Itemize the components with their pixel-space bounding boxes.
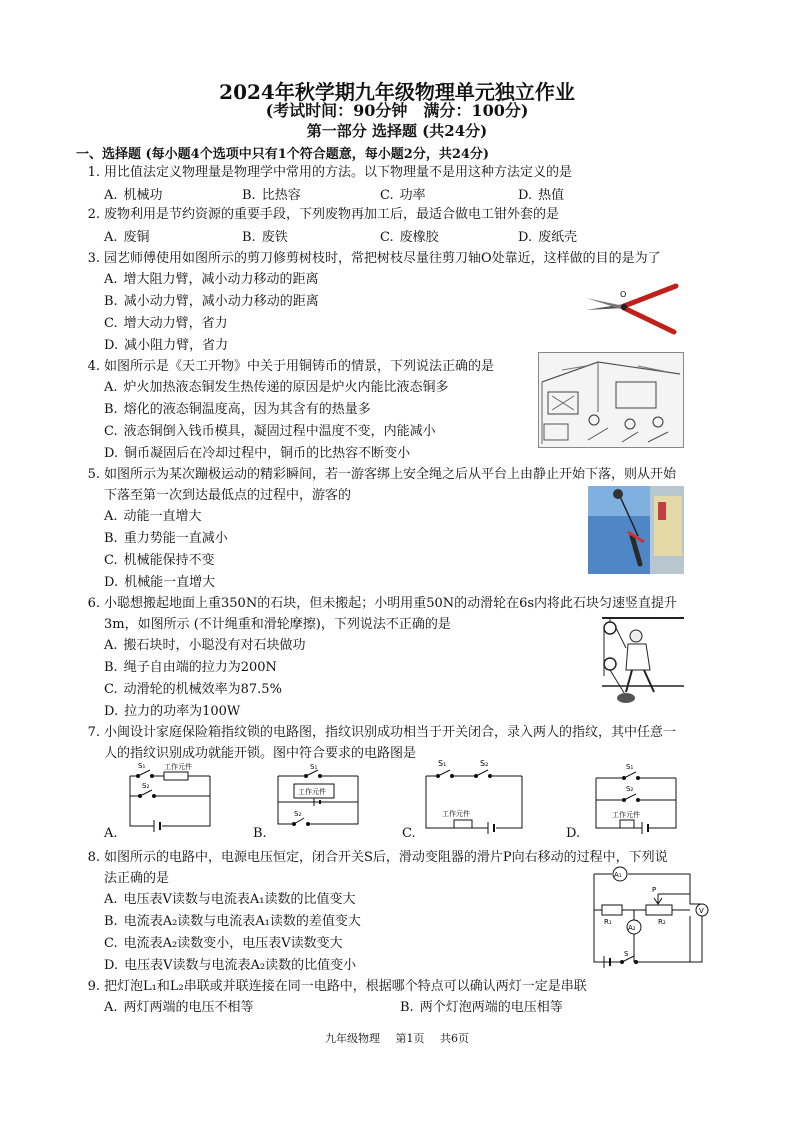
option-text: 功率 (399, 188, 426, 203)
section-heading: 一、选择题 (每小题4个选项中只有1个符合题意，每小题2分，共24分) (76, 147, 490, 162)
option-text: 减小阻力臂，省力 (124, 338, 229, 353)
option-label: D. (566, 826, 581, 841)
option (104, 636, 306, 656)
option (104, 507, 202, 527)
option-text: 机械功 (123, 188, 163, 203)
circuit-a-figure (124, 760, 216, 832)
question-text: 下落至第一次到达最低点的过程中，游客的 (104, 488, 352, 503)
option (104, 934, 343, 954)
footer-subject: 九年级物理 (325, 1032, 380, 1045)
option (402, 824, 422, 844)
option (253, 824, 273, 844)
switch-label: S₂ (294, 810, 302, 818)
option (380, 186, 426, 206)
option (104, 956, 356, 976)
coin-casting-figure (538, 352, 684, 448)
option-text: 电流表A₂读数变小，电压表V读数变大 (123, 936, 343, 951)
option (104, 824, 124, 844)
question-text: 把灯泡L₁和L₂串联或并联连接在同一电路中，根据哪个特点可以确认两灯一定是串联 (104, 979, 587, 994)
option-label: A. (104, 230, 118, 245)
option (104, 890, 356, 910)
question-number: 8. (87, 850, 100, 865)
option-label: A. (104, 272, 118, 287)
question-number: 3. (87, 251, 100, 266)
circuit-b-figure (272, 762, 364, 832)
work-element-label: 工作元件 (442, 810, 470, 818)
option-text: 拉力的功率为100W (124, 704, 241, 719)
work-element-label: 工作元件 (164, 763, 192, 771)
option (104, 336, 228, 356)
switch-label: S (624, 950, 629, 958)
option-label: A. (104, 892, 118, 907)
switch-label: S₁ (626, 763, 634, 771)
exam-title: 2024年秋学期九年级物理单元独立作业 (219, 80, 575, 104)
option-text: 动滑轮的机械效率为87.5% (123, 682, 282, 697)
question-text: 如图所示是《天工开物》中关于用铜铸币的情景，下列说法正确的是 (104, 359, 495, 374)
footer-total: 共6页 (440, 1032, 469, 1045)
slider-label: P (652, 886, 657, 894)
option-label: A. (104, 638, 118, 653)
option-label: B. (400, 1000, 414, 1015)
option (566, 824, 586, 844)
option (104, 228, 150, 248)
option-label: C. (380, 188, 394, 203)
option (400, 998, 563, 1018)
option-text: 减小动力臂，减小动力移动的距离 (123, 294, 319, 309)
option (104, 998, 254, 1018)
option-text: 比热容 (261, 188, 301, 203)
option-label: B. (253, 826, 267, 841)
option-label: B. (104, 402, 118, 417)
option (104, 270, 319, 290)
option-label: D. (104, 958, 119, 973)
option-label: C. (104, 936, 118, 951)
option-label: C. (402, 826, 416, 841)
option (104, 292, 319, 312)
option-text: 增大阻力臂，减小动力移动的距离 (123, 272, 319, 287)
option-text: 两个灯泡两端的电压相等 (419, 1000, 563, 1015)
option-label: B. (104, 660, 118, 675)
circuit-q8-figure (586, 864, 710, 968)
option-text: 两灯两端的电压不相等 (123, 1000, 254, 1015)
work-element-label: 工作元件 (298, 788, 326, 796)
option (242, 186, 301, 206)
option-text: 动能一直增大 (123, 509, 202, 524)
pivot-label: O (620, 290, 627, 299)
option-text: 电压表V读数与电流表A₂读数的比值变小 (124, 958, 357, 973)
option (380, 228, 439, 248)
question-text: 用比值法定义物理量是物理学中常用的方法。以下物理量不是用这种方法定义的是 (104, 165, 573, 180)
question-text: 园艺师傅使用如图所示的剪刀修剪树枝时，常把树枝尽量往剪刀轴O处靠近，这样做的目的是为了 (104, 251, 661, 266)
bungee-figure (588, 486, 684, 574)
option (104, 573, 215, 593)
option-text: 电流表A₂读数与电流表A₁读数的差值变大 (123, 914, 361, 929)
option-label: D. (104, 446, 119, 461)
question-number: 6. (87, 596, 100, 611)
option-text: 电压表V读数与电流表A₁读数的比值变大 (123, 892, 356, 907)
question-text: 3m，如图所示 (不计绳重和滑轮摩擦)，下列说法不正确的是 (104, 617, 451, 632)
question-text: 法正确的是 (104, 871, 170, 886)
ammeter-a1-label: A₁ (614, 871, 622, 879)
work-element-label: 工作元件 (612, 811, 640, 819)
switch-label: S₁ (310, 763, 318, 771)
switch-label: S₁ (438, 759, 447, 768)
r1-label: R₁ (604, 918, 612, 926)
option-label: A. (104, 509, 118, 524)
option-text: 废铜 (123, 230, 150, 245)
switch-label: S₁ (138, 762, 146, 770)
question-text: 如图所示为某次蹦极运动的精彩瞬间，若一游客绑上安全绳之后从平台上由静止开始下落，则从开始 (104, 467, 677, 482)
question-text: 废物利用是节约资源的重要手段，下列废物再加工后，最适合做电工钳外套的是 (104, 207, 560, 222)
question-number: 1. (87, 165, 100, 180)
option-text: 炉火加热液态铜发生热传递的原因是炉火内能比液态铜多 (123, 380, 449, 395)
option-label: B. (104, 294, 118, 309)
option-label: D. (104, 704, 119, 719)
page-footer (0, 1030, 794, 1046)
option-text: 熔化的液态铜温度高，因为其含有的热量多 (123, 402, 371, 417)
question-number: 5. (87, 467, 100, 482)
option (518, 186, 564, 206)
option-label: D. (104, 575, 119, 590)
switch-label: S₂ (480, 759, 489, 768)
r2-label: R₂ (658, 918, 666, 926)
option-text: 增大动力臂，省力 (123, 316, 228, 331)
option (104, 658, 277, 678)
option-text: 机械能保持不变 (123, 553, 215, 568)
question-number: 4. (87, 359, 100, 374)
switch-label: S₂ (626, 785, 634, 793)
option-label: C. (104, 424, 118, 439)
option-text: 废橡胶 (399, 230, 439, 245)
option (104, 186, 163, 206)
option (104, 314, 228, 334)
option (104, 912, 361, 932)
option-label: D. (518, 188, 533, 203)
part-heading: 第一部分 选择题 (共24分) (306, 122, 488, 140)
option (104, 702, 240, 722)
option-text: 废纸壳 (538, 230, 578, 245)
question-text: 人的指纹识别成功就能开锁。图中符合要求的电路图是 (104, 746, 417, 761)
question-number: 2. (87, 207, 100, 222)
exam-info: (考试时间：90分钟 满分：100分) (265, 101, 529, 120)
option-text: 重力势能一直减小 (123, 531, 228, 546)
question-text: 如图所示的电路中，电源电压恒定，闭合开关S后，滑动变阻器的滑片P向右移动的过程中，下列说 (104, 850, 668, 865)
option-label: B. (104, 531, 118, 546)
option (104, 378, 449, 398)
option (104, 422, 436, 442)
option-label: A. (104, 1000, 118, 1015)
option-label: B. (104, 914, 118, 929)
option (104, 680, 282, 700)
option-text: 机械能一直增大 (124, 575, 216, 590)
option-label: B. (242, 188, 256, 203)
option-label: A. (104, 188, 118, 203)
question-text: 小聪想搬起地面上重350N的石块，但未搬起；小明用重50N的动滑轮在6s内将此石块匀速竖直提升 (104, 596, 678, 611)
option-label: C. (104, 316, 118, 331)
question-number: 9. (87, 979, 100, 994)
circuit-c-figure (420, 756, 528, 834)
option-label: D. (104, 338, 119, 353)
option-label: D. (518, 230, 533, 245)
voltmeter-label: V (699, 907, 704, 915)
option-label: C. (104, 682, 118, 697)
option (104, 400, 371, 420)
option (518, 228, 577, 248)
option-label: C. (104, 553, 118, 568)
option-text: 铜币凝固后在冷却过程中，铜币的比热容不断变小 (124, 446, 411, 461)
option-label: B. (242, 230, 256, 245)
option-text: 废铁 (261, 230, 288, 245)
ammeter-a2-label: A₂ (628, 924, 636, 932)
footer-page: 第1页 (395, 1032, 425, 1045)
option-label: C. (380, 230, 394, 245)
option (104, 551, 215, 571)
option (104, 529, 228, 549)
option-label: A. (104, 380, 118, 395)
option (104, 444, 410, 464)
question-text: 小闽设计家庭保险箱指纹锁的电路图，指纹识别成功相当于开关闭合，录入两人的指纹，其中任意一 (104, 725, 677, 740)
shears-figure (584, 280, 680, 338)
option (242, 228, 288, 248)
circuit-d-figure (588, 760, 684, 834)
option-text: 绳子自由端的拉力为200N (123, 660, 277, 675)
option-text: 搬石块时，小聪没有对石块做功 (123, 638, 306, 653)
question-number: 7. (87, 725, 100, 740)
pulley-figure (596, 614, 688, 704)
option-label: A. (104, 826, 118, 841)
switch-label: S₂ (142, 782, 150, 790)
option-text: 热值 (538, 188, 565, 203)
option-text: 液态铜倒入钱币模具，凝固过程中温度不变，内能减小 (123, 424, 436, 439)
